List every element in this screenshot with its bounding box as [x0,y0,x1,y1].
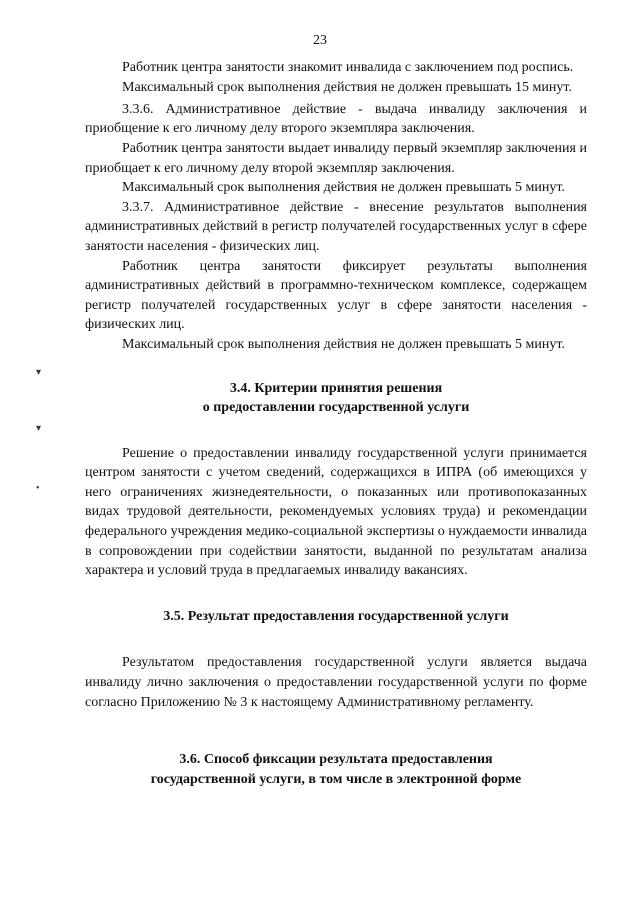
paragraph: Решение о предоставлении инвалиду государственной услуги принимается центром занятости с учетом сведений, содержащихся в ИПРА (об имеющихся у него ограничениях жизнедеятельности, о показанных или противопоказанных видах трудовой деятельности, рекомендуемых условиях труда) и рекомендации федерального учреждения медико-социальной экспертизы о нуждаемости инвалида в сопровождении при содействии занятости, выданной по результатам анализа характера и условий труда в предлагаемых инвалиду вакансиях. [85,445,587,579]
section-heading-3-5: 3.5. Результат предоставления государственной услуги [163,608,509,624]
paragraph: 3.3.6. Административное действие - выдача инвалиду заключения и приобщение к его личному делу второго экземпляра заключения. [85,101,587,137]
paragraph: Максимальный срок выполнения действия не должен превышать 5 минут. [122,180,565,196]
section-heading-3-6 [85,750,587,789]
paragraph: Максимальный срок выполнения действия не должен превышать 15 минут. [122,79,572,95]
paragraph: Работник центра занятости знакомит инвалида с заключением под роспись. [122,60,574,75]
paragraph: Максимальный срок выполнения действия не должен превышать 5 минут. [122,336,565,352]
paragraph: Результатом предоставления государственной услуги является выдача инвалиду лично заключения о предоставлении государственной услуги по форме согласно Приложению № 3 к настоящему Административному регламенту. [85,655,587,710]
paragraph: Работник центра занятости выдает инвалиду первый экземпляр заключения и приобщает к его личному делу второй экземпляр заключения. [85,140,587,176]
paragraph: 3.3.7. Административное действие - внесение результатов выполнения административных действий в регистр получателей государственных услуг в сфере занятости населения - физических лиц. [85,199,587,254]
margin-mark: ▾ [36,423,42,434]
heading-line: государственной услуги, в том числе в электронной форме [150,771,522,787]
document-body [85,58,587,789]
paragraph: Работник центра занятости фиксирует результаты выполнения административных действий в программно-техническом комплексе, содержащем регистр получателей государственных услуг в сфере занятости населения - физических лиц. [85,258,587,333]
heading-line: о предоставлении государственной услуги [202,400,470,416]
margin-mark: • [36,483,40,494]
page-number: 23 [313,33,327,48]
heading-line: 3.6. Способ фиксации результата предоставления [179,752,493,768]
heading-line: 3.4. Критерии принятия решения [229,380,443,396]
section-heading-3-4 [85,379,587,418]
margin-mark: ▾ [36,367,42,378]
